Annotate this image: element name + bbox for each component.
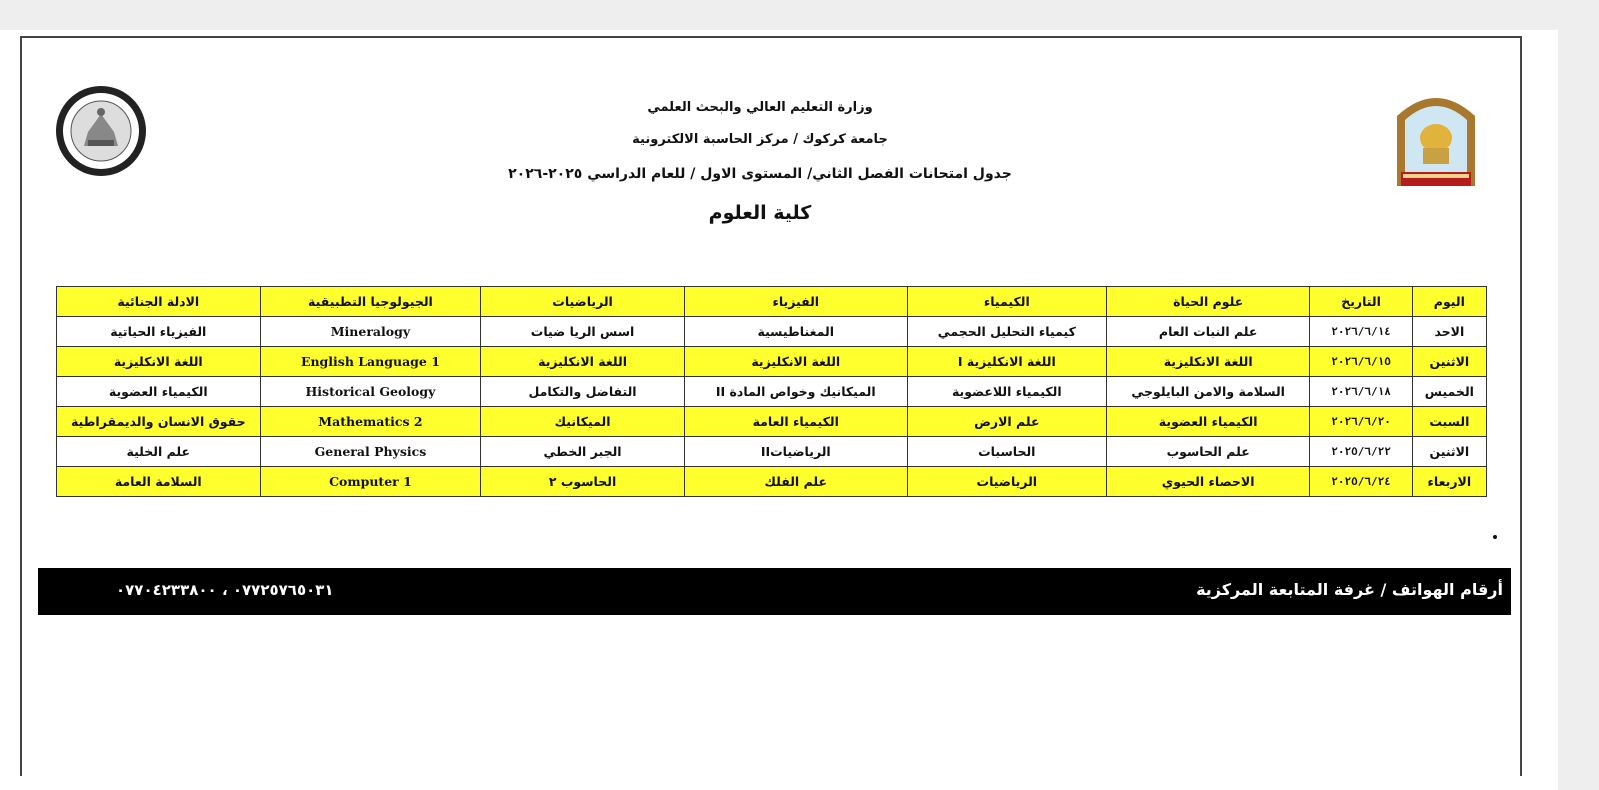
university-title: جامعة كركوك / مركز الحاسبة الالكترونية [632,132,888,147]
cell-date: ٢٠٢٥/٦/٢٤ [1310,467,1412,497]
phones-label: أرقام الهواتف / غرفة المتابعة المركزية [1196,580,1503,599]
cell-chemistry: اللغة الانكليزية I [907,347,1106,377]
table-row [57,437,1487,467]
exam-schedule-table [56,286,1487,497]
cell-date: ٢٠٢٦/٦/١٥ [1310,347,1412,377]
cell-physics: اللغة الانكليزية [684,347,907,377]
header-day: اليوم [1412,287,1486,317]
phone-numbers: ٠٧٧٢٥٧٦٥٠٣١ ، ٠٧٧٠٤٢٣٣٨٠٠ [116,581,334,599]
cell-date: ٢٠٢٦/٦/١٤ [1310,317,1412,347]
cell-applied-geology: Mineralogy [260,317,481,347]
ministry-title: وزارة التعليم العالي والبحث العلمي [647,100,873,115]
cell-physics: علم الفلك [684,467,907,497]
cell-applied-geology: Historical Geology [260,377,481,407]
table-row [57,347,1487,377]
cell-mathematics: اللغة الانكليزية [481,347,685,377]
header-biology: علوم الحياة [1106,287,1310,317]
cell-date: ٢٠٢٦/٦/٢٠ [1310,407,1412,437]
college-title: كلية العلوم [708,202,812,224]
cell-physics: الكيمياء العامة [684,407,907,437]
cell-biology: السلامة والامن البايلوجي [1106,377,1310,407]
cell-day: الاربعاء [1412,467,1486,497]
cell-mathematics: الميكانيك [481,407,685,437]
cell-chemistry: الكيمياء اللاعضوية [907,377,1106,407]
bullet-dot [1493,535,1497,539]
cell-forensic-evidence: اللغة الانكليزية [57,347,261,377]
header-mathematics: الرياضيات [481,287,685,317]
cell-day: الخميس [1412,377,1486,407]
cell-chemistry: الرياضيات [907,467,1106,497]
cell-chemistry: كيمياء التحليل الحجمي [907,317,1106,347]
cell-forensic-evidence: السلامة العامة [57,467,261,497]
footer-bar [38,568,1511,615]
table-row [57,317,1487,347]
table-header-row [57,287,1487,317]
college-seal-logo [54,84,148,178]
cell-biology: اللغة الانكليزية [1106,347,1310,377]
cell-date: ٢٠٢٦/٦/١٨ [1310,377,1412,407]
cell-day: الاثنين [1412,437,1486,467]
table-row [57,467,1487,497]
header-forensic-evidence: الادلة الجنائية [57,287,261,317]
cell-biology: الاحصاء الحيوي [1106,467,1310,497]
header-applied-geology: الجيولوجيا التطبيقية [260,287,481,317]
schedule-title: جدول امتحانات الفصل الثاني/ المستوى الاول / للعام الدراسي ٢٠٢٥-٢٠٢٦ [508,166,1012,182]
cell-day: السبت [1412,407,1486,437]
table-row [57,377,1487,407]
cell-chemistry: علم الارض [907,407,1106,437]
cell-forensic-evidence: الكيمياء العضوية [57,377,261,407]
cell-applied-geology: General Physics [260,437,481,467]
cell-forensic-evidence: حقوق الانسان والديمقراطية [57,407,261,437]
cell-day: الاثنين [1412,347,1486,377]
cell-biology: علم النبات العام [1106,317,1310,347]
cell-biology: علم الحاسوب [1106,437,1310,467]
cell-mathematics: اسس الريا ضيات [481,317,685,347]
cell-applied-geology: English Language 1 [260,347,481,377]
header-date: التاريخ [1310,287,1412,317]
cell-forensic-evidence: علم الخلية [57,437,261,467]
table-row [57,407,1487,437]
cell-chemistry: الحاسبات [907,437,1106,467]
cell-mathematics: الحاسوب ٢ [481,467,685,497]
header-physics: الفيزياء [684,287,907,317]
header-chemistry: الكيمياء [907,287,1106,317]
cell-applied-geology: Mathematics 2 [260,407,481,437]
cell-mathematics: الجبر الخطي [481,437,685,467]
cell-physics: المغناطيسية [684,317,907,347]
cell-biology: الكيمياء العضوية [1106,407,1310,437]
cell-day: الاحد [1412,317,1486,347]
cell-forensic-evidence: الفيزياء الحياتية [57,317,261,347]
cell-physics: الرياضياتII [684,437,907,467]
cell-physics: الميكانيك وخواص المادة II [684,377,907,407]
cell-mathematics: التفاضل والتكامل [481,377,685,407]
cell-date: ٢٠٢٥/٦/٢٢ [1310,437,1412,467]
cell-applied-geology: Computer 1 [260,467,481,497]
